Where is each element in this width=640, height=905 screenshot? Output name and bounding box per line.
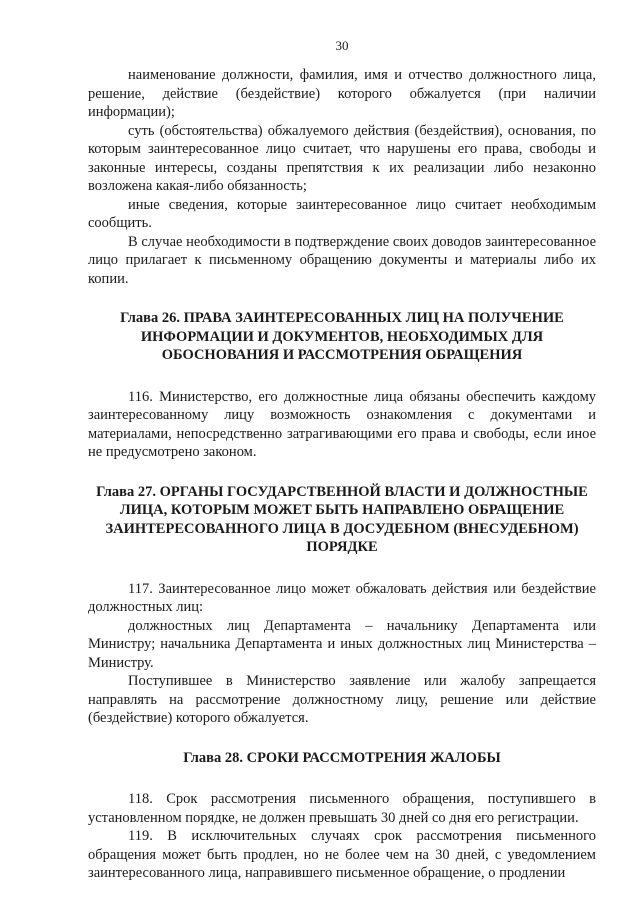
page-number: 30: [335, 38, 349, 53]
paragraph: должностных лиц Департамента – начальнику Департамента или Министру; начальника Департамента и иных должностных лиц Министерства – Министру.: [88, 617, 596, 671]
chapter-28-heading: Глава 28. СРОКИ РАССМОТРЕНИЯ ЖАЛОБЫ: [183, 749, 501, 766]
chapter-27-heading: Глава 27. ОРГАНЫ ГОСУДАРСТВЕННОЙ ВЛАСТИ И ДОЛЖНОСТНЫЕ ЛИЦА, КОТОРЫМ МОЖЕТ БЫТЬ НАПРАВЛЕНО ОБРАЩЕНИЕ ЗАИНТЕРЕСОВАННОГО ЛИЦА В ДОСУДЕБНОМ (ВНЕСУДЕБНОМ) ПОРЯДКЕ: [96, 483, 588, 555]
document-body: [88, 66, 596, 883]
document-page: [88, 0, 596, 905]
chapter-26-heading: Глава 26. ПРАВА ЗАИНТЕРЕСОВАННЫХ ЛИЦ НА ПОЛУЧЕНИЕ ИНФОРМАЦИИ И ДОКУМЕНТОВ, НЕОБХОДИМЫХ ДЛЯ ОБОСНОВАНИЯ И РАССМОТРЕНИЯ ОБРАЩЕНИЯ: [120, 310, 564, 363]
paragraph-116: 116. Министерство, его должностные лица обязаны обеспечить каждому заинтересованному лицу возможность ознакомления с документами и материалами, непосредственно затрагивающими его права и свободы, если иное не предусмотрено законом.: [88, 388, 596, 460]
paragraph-117: 117. Заинтересованное лицо может обжаловать действия или бездействие должностных лиц:: [88, 580, 596, 615]
paragraph: Поступившее в Министерство заявление или жалобу запрещается направлять на рассмотрение должностному лицу, решение или действие (бездействие) которого обжалуется.: [88, 673, 596, 726]
paragraph: суть (обстоятельства) обжалуемого действия (бездействия), основания, по которым заинтересованное лицо считает, что нарушены его права, свободы и законные интересы, созданы препятствия к их реализации либо незаконно возложена какая-либо обязанность;: [88, 122, 596, 194]
paragraph: наименование должности, фамилия, имя и отчество должностного лица, решение, действие (бездействие) которого обжалуется (при наличии информации);: [88, 67, 596, 120]
paragraph-118: 118. Срок рассмотрения письменного обращения, поступившего в установленном порядке, не должен превышать 30 дней со дня его регистрации.: [88, 791, 596, 826]
paragraph: В случае необходимости в подтверждение своих доводов заинтересованное лицо прилагает к письменному обращению документы и материалы либо их копии.: [88, 233, 596, 287]
paragraph-119: 119. В исключительных случаях срок рассмотрения письменного обращения может быть продлен, но не более чем на 30 дней, с уведомлением заинтересованного лица, направившего письменное обращение, о продлении: [88, 828, 596, 881]
paragraph: иные сведения, которые заинтересованное лицо считает необходимым сообщить.: [88, 196, 596, 231]
